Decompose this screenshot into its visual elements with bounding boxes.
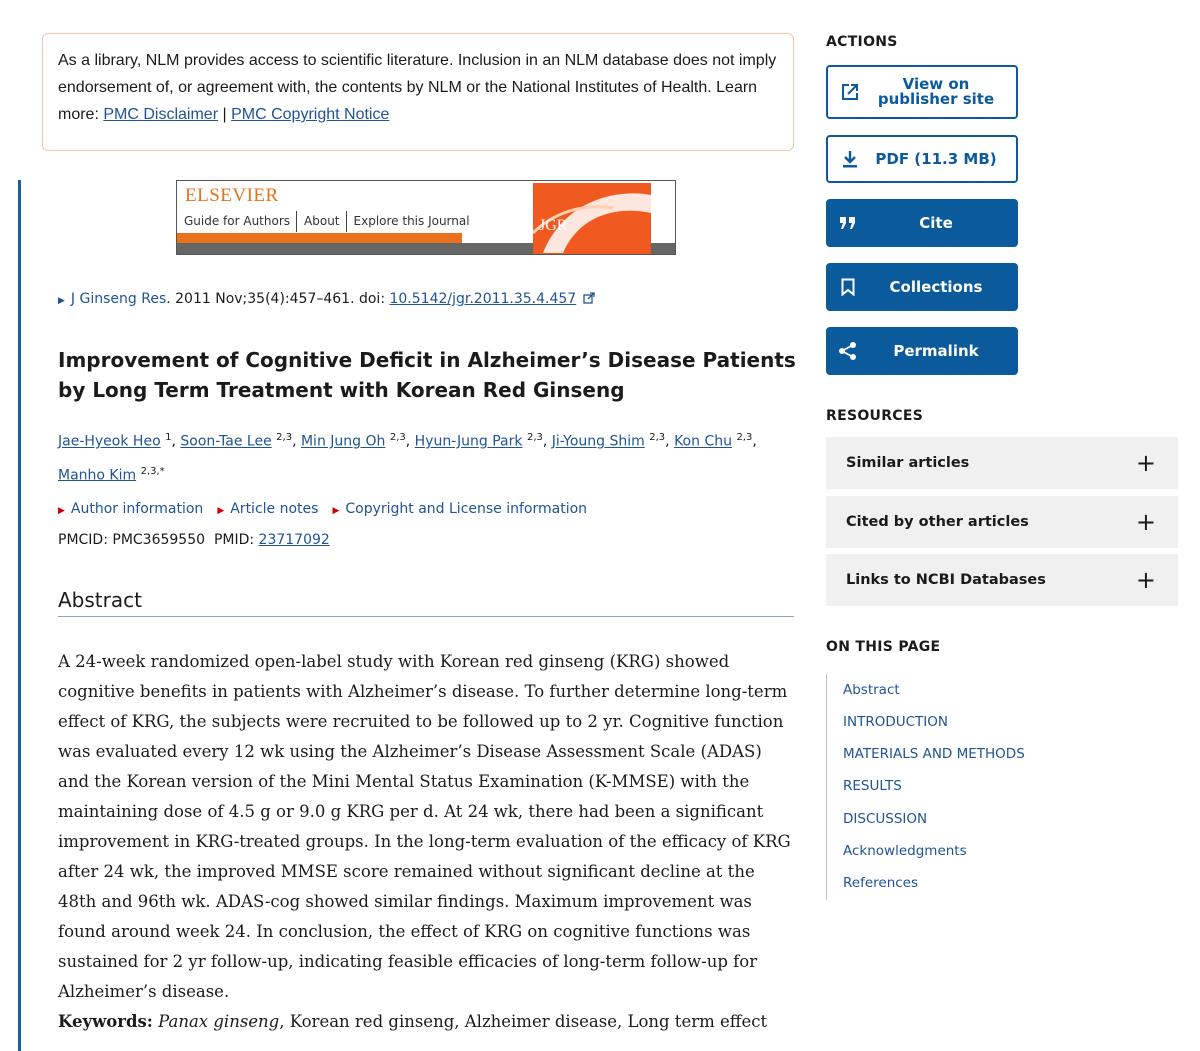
author-affil-sup: 2,3,*	[140, 465, 165, 477]
accordion-label: Similar articles	[846, 455, 970, 471]
copyright-license-toggle[interactable]: ▶ Copyright and License information	[332, 501, 588, 517]
author-link[interactable]: Kon Chu	[674, 433, 732, 450]
toc-link-introduction[interactable]: INTRODUCTION	[843, 714, 948, 730]
author-affil-sup: 2,3	[649, 432, 666, 443]
accordion-label: Links to NCBI Databases	[846, 572, 1046, 588]
pmc-copyright-link[interactable]: PMC Copyright Notice	[231, 106, 390, 123]
pmc-disclaimer-link[interactable]: PMC Disclaimer	[103, 106, 219, 123]
journal-cover-image	[533, 183, 651, 254]
plus-icon: +	[1135, 508, 1156, 536]
toc-link-abstract[interactable]: Abstract	[843, 682, 900, 698]
banner-nav	[177, 211, 476, 232]
article-title: Improvement of Cognitive Deficit in Alzheimer’s Disease Patients by Long Term Treatment with Korean Red Ginseng	[58, 348, 796, 402]
on-this-page-nav	[826, 674, 1087, 900]
author-link[interactable]: Ji-Young Shim	[551, 433, 645, 450]
pdf-download-button[interactable]	[826, 135, 1018, 183]
author-affil-sup: 2,3	[736, 432, 753, 443]
toc-link-acknowledgments[interactable]: Acknowledgments	[843, 843, 967, 859]
citation-line	[58, 291, 595, 307]
disclaimer-sep: |	[222, 106, 227, 123]
external-link-icon	[583, 292, 595, 304]
journal-banner[interactable]	[176, 180, 676, 255]
on-this-page-heading: ON THIS PAGE	[826, 639, 941, 655]
author-list: Jae-Hyeok Heo $^1$, Soon-Tae Lee $^{2,3}$, Min Jung Oh $^{2,3}$, Hyun-Jung Park $^{2,3}$, Ji-Young Shim $^{2,3}$, Kon Chu $^{2,3}$, Manho Kim $^{2,3,*}$	[58, 432, 757, 484]
download-icon	[828, 150, 872, 168]
keywords-label: Keywords:	[58, 1012, 153, 1031]
author-affil-sup: 1	[165, 432, 172, 443]
expand-triangle-icon: ▶	[58, 296, 65, 306]
resources-heading: RESOURCES	[826, 408, 924, 424]
author-information-toggle[interactable]: ▶ Author information	[58, 501, 204, 517]
toc-link-methods[interactable]: MATERIALS AND METHODS	[843, 746, 1025, 762]
permalink-button[interactable]	[826, 327, 1018, 375]
cover-title: JGR	[539, 217, 568, 234]
banner-nav-about[interactable]: About	[297, 211, 346, 232]
bookmark-icon	[826, 278, 870, 296]
disclaimer-text: As a library, NLM provides access to scientific literature. Inclusion in an NLM database does not imply endorsement of, or agreement with, the contents by NLM or the National Institutes of Health.	[58, 52, 777, 96]
journal-link[interactable]: J Ginseng Res	[70, 291, 167, 307]
article-notes-toggle[interactable]: ▶ Article notes	[217, 501, 319, 517]
article-info-links	[58, 501, 587, 517]
cite-button[interactable]	[826, 199, 1018, 247]
author-link[interactable]: Min Jung Oh	[300, 433, 386, 450]
external-link-icon	[828, 82, 872, 102]
learn-more-label: Learn more:	[58, 79, 758, 123]
pmid-link[interactable]: 23717092	[258, 532, 330, 548]
toc-link-results[interactable]: RESULTS	[843, 778, 902, 794]
toc-link-discussion[interactable]: DISCUSSION	[843, 811, 928, 827]
cited-by-accordion[interactable]	[826, 496, 1178, 548]
quote-icon	[826, 216, 870, 230]
banner-nav-explore[interactable]: Explore this Journal	[353, 214, 470, 228]
elsevier-logo: ELSEVIER	[185, 185, 279, 206]
banner-orange-bar	[177, 233, 462, 243]
doi-link[interactable]: 10.5142/jgr.2011.35.4.457	[389, 291, 577, 307]
view-publisher-button[interactable]	[826, 65, 1018, 119]
pmid-label: PMID:	[213, 532, 255, 548]
permalink-label: Permalink	[893, 341, 979, 360]
expand-triangle-icon: ▶	[217, 506, 225, 516]
keywords-rest: , Korean red ginseng, Alzheimer disease, Long term effect	[279, 1012, 768, 1031]
abstract-text: A 24-week randomized open-label study with Korean red ginseng (KRG) showed cognitive benefits in patients with Alzheimer’s disease. To further determine long-term effect of KRG, the subjects were recruited to be followed up to 2 yr. Cognitive function was evaluated every 12 wk using the Alzheimer’s Disease Assessment Scale (ADAS) and the Korean version of the Mini Mental Status Examination (K-MMSE) with the maintaining dose of 4.5 g or 9.0 g KRG per d. At 24 wk, there had been a significant improvement in KRG-treated groups. In the long-term evaluation of the efficacy of KRG after 24 wk, the improved MMSE score remained without significant decline at the 48th and 96th wk. ADAS-cog showed similar findings. Maximum improvement was found around week 24. In conclusion, the effect of KRG on cognitive functions was sustained for 2 yr follow-up, indicating feasible efficacies of long-term follow-up for Alzheimer’s disease.	[58, 652, 791, 1001]
collections-button[interactable]	[826, 263, 1018, 311]
pmcid: PMCID: PMC3659550	[58, 532, 206, 548]
author-affil-sup: 2,3	[276, 432, 293, 443]
author-link[interactable]: Manho Kim	[58, 467, 137, 484]
similar-articles-accordion[interactable]	[826, 437, 1178, 489]
abstract-heading: Abstract	[58, 588, 794, 617]
citation-details: . 2011 Nov;35(4):457–461. doi:	[166, 291, 390, 307]
collections-label: Collections	[889, 277, 983, 296]
toc-link-references[interactable]: References	[843, 875, 919, 891]
expand-triangle-icon: ▶	[332, 506, 340, 516]
author-affil-sup: 2,3	[526, 432, 543, 443]
share-icon	[826, 341, 870, 361]
author-link[interactable]: Soon-Tae Lee	[180, 433, 272, 450]
expand-triangle-icon: ▶	[58, 506, 65, 516]
content-left-border	[18, 180, 21, 1051]
author-link[interactable]: Hyun-Jung Park	[414, 433, 523, 450]
keyword-italic: Panax ginseng	[158, 1012, 280, 1031]
article-ids	[58, 532, 330, 548]
view-publisher-label: View on publisher site	[877, 75, 995, 108]
nlm-disclaimer	[42, 33, 794, 151]
plus-icon: +	[1135, 449, 1156, 477]
pdf-label: PDF (11.3 MB)	[875, 149, 997, 168]
actions-heading: ACTIONS	[826, 34, 898, 50]
cite-label: Cite	[919, 213, 953, 232]
accordion-label: Cited by other articles	[846, 514, 1029, 530]
ncbi-links-accordion[interactable]	[826, 554, 1178, 606]
author-affil-sup: 2,3	[389, 432, 406, 443]
banner-nav-guide[interactable]: Guide for Authors	[177, 211, 297, 232]
author-link[interactable]: Jae-Hyeok Heo	[58, 433, 161, 450]
keywords	[58, 1007, 794, 1037]
plus-icon: +	[1135, 566, 1156, 594]
